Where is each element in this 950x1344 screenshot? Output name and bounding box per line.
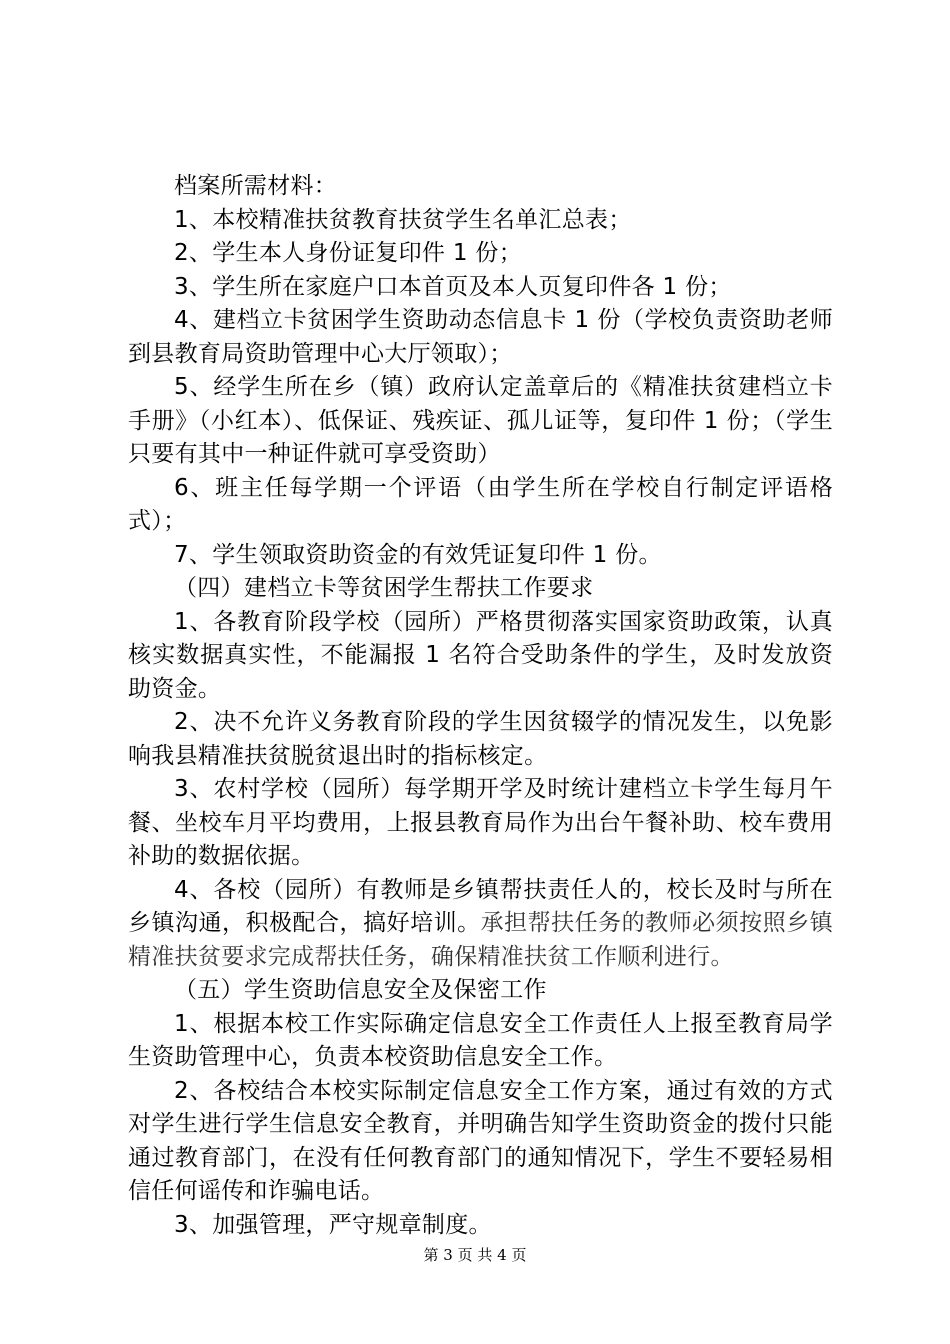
paragraph-item-1: 1、本校精准扶贫教育扶贫学生名单汇总表； bbox=[174, 206, 632, 233]
section-heading-4: （四）建档立卡等贫困学生帮扶工作要求 bbox=[174, 575, 594, 601]
paragraph-item-6: 6、班主任每学期一个评语（由学生所在学校自行制定评语格式）； bbox=[128, 474, 833, 534]
document-body bbox=[128, 170, 833, 1242]
section-heading-5: （五）学生资助信息安全及保密工作 bbox=[174, 977, 547, 1003]
paragraph-security-1: 1、根据本校工作实际确定信息安全工作责任人上报至教育局学生资助管理中心，负责本校资助信息安全工作。 bbox=[128, 1010, 833, 1070]
paragraph-item-5: 5、经学生所在乡（镇）政府认定盖章后的《精准扶贫建档立卡手册》（小红本）、低保证、残疾证、孤儿证等，复印件 1 份；（学生只要有其中一种证件就可享受资助） bbox=[128, 374, 833, 467]
paragraph-security-3: 3、加强管理，严守规章制度。 bbox=[174, 1211, 492, 1238]
paragraph-security-2: 2、各校结合本校实际制定信息安全工作方案，通过有效的方式对学生进行学生信息安全教育，并明确告知学生资助资金的拨付只能通过教育部门，在没有任何教育部门的通知情况下，学生不要轻易相信任何谣传和诈骗电话。 bbox=[128, 1077, 833, 1204]
paragraph-requirement-4-main: 4、各校（园所）有教师是乡镇帮扶责任人的，校长及时与所在乡镇沟通，积极配合，搞好培训。 bbox=[128, 876, 833, 936]
page-footer: 第 3 页 共 4 页 bbox=[423, 1246, 527, 1264]
paragraph-item-2: 2、学生本人身份证复印件 1 份； bbox=[174, 240, 522, 266]
paragraph-requirement-1: 1、各教育阶段学校（园所）严格贯彻落实国家资助政策，认真核实数据真实性，不能漏报 1 名符合受助条件的学生，及时发放资助资金。 bbox=[128, 608, 833, 702]
paragraph-requirement-2: 2、决不允许义务教育阶段的学生因贫辍学的情况发生，以免影响我县精准扶贫脱贫退出时的指标核定。 bbox=[128, 709, 833, 769]
paragraph-requirement-3: 3、农村学校（园所）每学期开学及时统计建档立卡学生每月午餐、坐校车月平均费用，上报县教育局作为出台午餐补助、校车费用补助的数据依据。 bbox=[128, 776, 833, 869]
paragraph-item-7: 7、学生领取资助资金的有效凭证复印件 1 份。 bbox=[174, 541, 662, 568]
paragraph-materials-heading: 档案所需材料： bbox=[174, 173, 338, 199]
paragraph-item-4: 4、建档立卡贫困学生资助动态信息卡 1 份（学校负责资助老师到县教育局资助管理中心大厅领取）； bbox=[128, 307, 833, 367]
paragraph-requirement-4-tail: 承担帮扶任务的教师必须按照乡镇精准扶贫要求完成帮扶任务，确保精准扶贫工作顺利进行。 bbox=[128, 910, 834, 970]
paragraph-item-3: 3、学生所在家庭户口本首页及本人页复印件各 1 份； bbox=[174, 273, 732, 300]
paragraph-requirement-4 bbox=[128, 874, 833, 975]
